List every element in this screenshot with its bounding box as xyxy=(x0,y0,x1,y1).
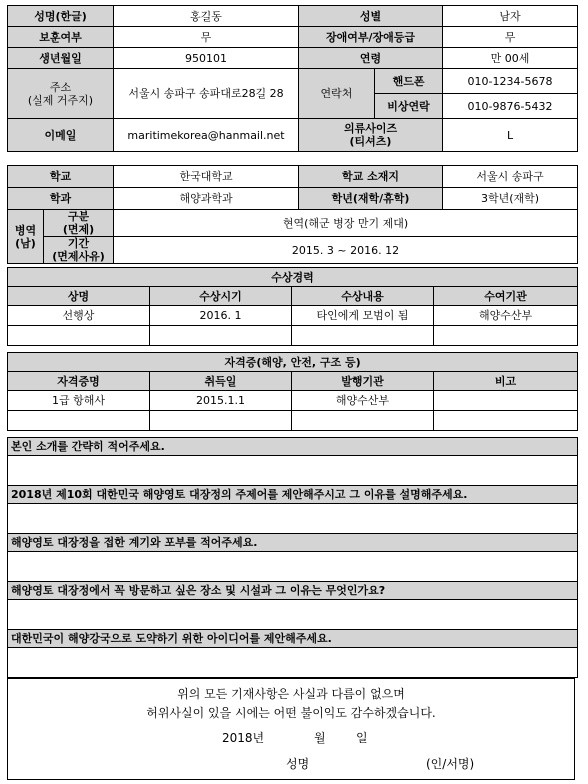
veteran-label: 보훈여부 xyxy=(8,27,114,48)
question-2-label: 2018년 제10회 대한민국 해양영토 대장정의 주제어를 제안해주시고 그 이유를 설명해주세요. xyxy=(8,486,578,504)
sign-day: 일 xyxy=(356,731,368,745)
birth-label: 생년월일 xyxy=(8,48,114,69)
school-value[interactable]: 한국대학교 xyxy=(114,166,299,188)
certs-header: 발행기관 xyxy=(292,372,434,391)
military-period-label-line2: (면제사유) xyxy=(52,250,105,263)
certs-header: 취득일 xyxy=(150,372,292,391)
military-type-label-line2: (면제) xyxy=(62,223,95,236)
military-type-label xyxy=(44,210,114,237)
sign-name-label: 성명 xyxy=(286,757,310,771)
cert-cell[interactable]: 해양수산부 xyxy=(292,391,434,411)
award-cell[interactable]: 해양수산부 xyxy=(434,306,578,326)
phone-value[interactable]: 010-1234-5678 xyxy=(443,69,578,94)
age-label: 연령 xyxy=(299,48,443,69)
birth-value[interactable]: 950101 xyxy=(114,48,299,69)
size-label xyxy=(299,119,443,152)
disability-value[interactable]: 무 xyxy=(443,27,578,48)
address-label-line1: 주소 xyxy=(49,80,72,94)
certs-title: 자격증(해양, 안전, 구조 등) xyxy=(8,353,578,372)
cert-cell[interactable]: 1급 항해사 xyxy=(8,391,150,411)
certs-header: 자격증명 xyxy=(8,372,150,391)
question-5-label: 대한민국이 해양강국으로 도약하기 위한 아이디어를 제안해주세요. xyxy=(8,630,578,648)
age-value[interactable]: 만 00세 xyxy=(443,48,578,69)
awards-table xyxy=(7,267,578,346)
certs-header: 비고 xyxy=(434,372,578,391)
military-label xyxy=(8,210,44,264)
disability-label: 장애여부/장애등급 xyxy=(299,27,443,48)
veteran-value[interactable]: 무 xyxy=(114,27,299,48)
year-label: 학년(재학/휴학) xyxy=(299,188,443,210)
question-1-answer[interactable] xyxy=(8,456,578,486)
school-location-label: 학교 소재지 xyxy=(299,166,443,188)
award-cell-empty[interactable] xyxy=(8,326,150,346)
awards-header: 상명 xyxy=(8,287,150,306)
school-label: 학교 xyxy=(8,166,114,188)
name-label: 성명(한글) xyxy=(8,6,114,27)
declaration-box xyxy=(7,678,575,780)
award-cell-empty[interactable] xyxy=(434,326,578,346)
address-label xyxy=(8,69,114,119)
question-3-answer[interactable] xyxy=(8,552,578,582)
awards-header: 수상내용 xyxy=(292,287,434,306)
question-4-label: 해양영토 대장정에서 꼭 방문하고 싶은 장소 및 시설과 그 이유는 무엇인가요? xyxy=(8,582,578,600)
question-2-answer[interactable] xyxy=(8,504,578,534)
declaration-line-1: 위의 모든 기재사항은 사실과 다름이 없으며 xyxy=(177,687,405,701)
military-period-label xyxy=(44,237,114,264)
awards-header: 수상시기 xyxy=(150,287,292,306)
cert-cell[interactable] xyxy=(434,391,578,411)
email-label: 이메일 xyxy=(8,119,114,152)
phone-label: 핸드폰 xyxy=(375,69,443,94)
awards-title: 수상경력 xyxy=(8,268,578,287)
emergency-label: 비상연락 xyxy=(375,94,443,119)
certs-table xyxy=(7,352,578,431)
military-label-line2: (남) xyxy=(15,236,36,250)
military-period-label-line1: 기간 xyxy=(67,237,90,250)
gender-label: 성별 xyxy=(299,6,443,27)
school-location-value[interactable]: 서울시 송파구 xyxy=(443,166,578,188)
cert-cell-empty[interactable] xyxy=(434,411,578,431)
question-5-answer[interactable] xyxy=(8,648,578,678)
awards-header: 수여기관 xyxy=(434,287,578,306)
size-label-line1: 의류사이즈 xyxy=(343,122,398,135)
size-label-line2: (티셔츠) xyxy=(349,135,392,148)
cert-cell-empty[interactable] xyxy=(292,411,434,431)
sign-year: 2018년 xyxy=(222,731,265,745)
email-value[interactable]: maritimekorea@hanmail.net xyxy=(114,119,299,152)
year-value[interactable]: 3학년(재학) xyxy=(443,188,578,210)
military-type-value[interactable]: 현역(해군 병장 만기 제대) xyxy=(114,210,578,237)
personal-info-table xyxy=(7,5,578,152)
name-value[interactable]: 홍길동 xyxy=(114,6,299,27)
cert-cell[interactable]: 2015.1.1 xyxy=(150,391,292,411)
size-value[interactable]: L xyxy=(443,119,578,152)
military-period-value[interactable]: 2015. 3 ~ 2016. 12 xyxy=(114,237,578,264)
major-value[interactable]: 해양과학과 xyxy=(114,188,299,210)
award-cell[interactable]: 2016. 1 xyxy=(150,306,292,326)
award-cell-empty[interactable] xyxy=(292,326,434,346)
military-type-label-line1: 구분 xyxy=(67,210,90,223)
award-cell[interactable]: 선행상 xyxy=(8,306,150,326)
military-label-line1: 병역 xyxy=(14,223,37,237)
award-cell-empty[interactable] xyxy=(150,326,292,346)
question-4-answer[interactable] xyxy=(8,600,578,630)
sign-seal: (인/서명) xyxy=(426,757,475,771)
emergency-value[interactable]: 010-9876-5432 xyxy=(443,94,578,119)
question-3-label: 해양영토 대장정을 접한 계기와 포부를 적어주세요. xyxy=(8,534,578,552)
address-value[interactable]: 서울시 송파구 송파대로28길 28 xyxy=(114,69,299,119)
question-1-label: 본인 소개를 간략히 적어주세요. xyxy=(8,438,578,456)
contact-label: 연락처 xyxy=(299,69,375,119)
address-label-line2: (실제 거주지) xyxy=(27,93,94,107)
gender-value[interactable]: 남자 xyxy=(443,6,578,27)
award-cell[interactable]: 타인에게 모범이 됨 xyxy=(292,306,434,326)
cert-cell-empty[interactable] xyxy=(150,411,292,431)
declaration-line-2: 허위사실이 있을 시에는 어떤 불이익도 감수하겠습니다. xyxy=(146,706,436,720)
cert-cell-empty[interactable] xyxy=(8,411,150,431)
questions-table xyxy=(7,437,578,678)
major-label: 학과 xyxy=(8,188,114,210)
school-info-table xyxy=(7,165,578,264)
sign-month: 월 xyxy=(314,731,326,745)
